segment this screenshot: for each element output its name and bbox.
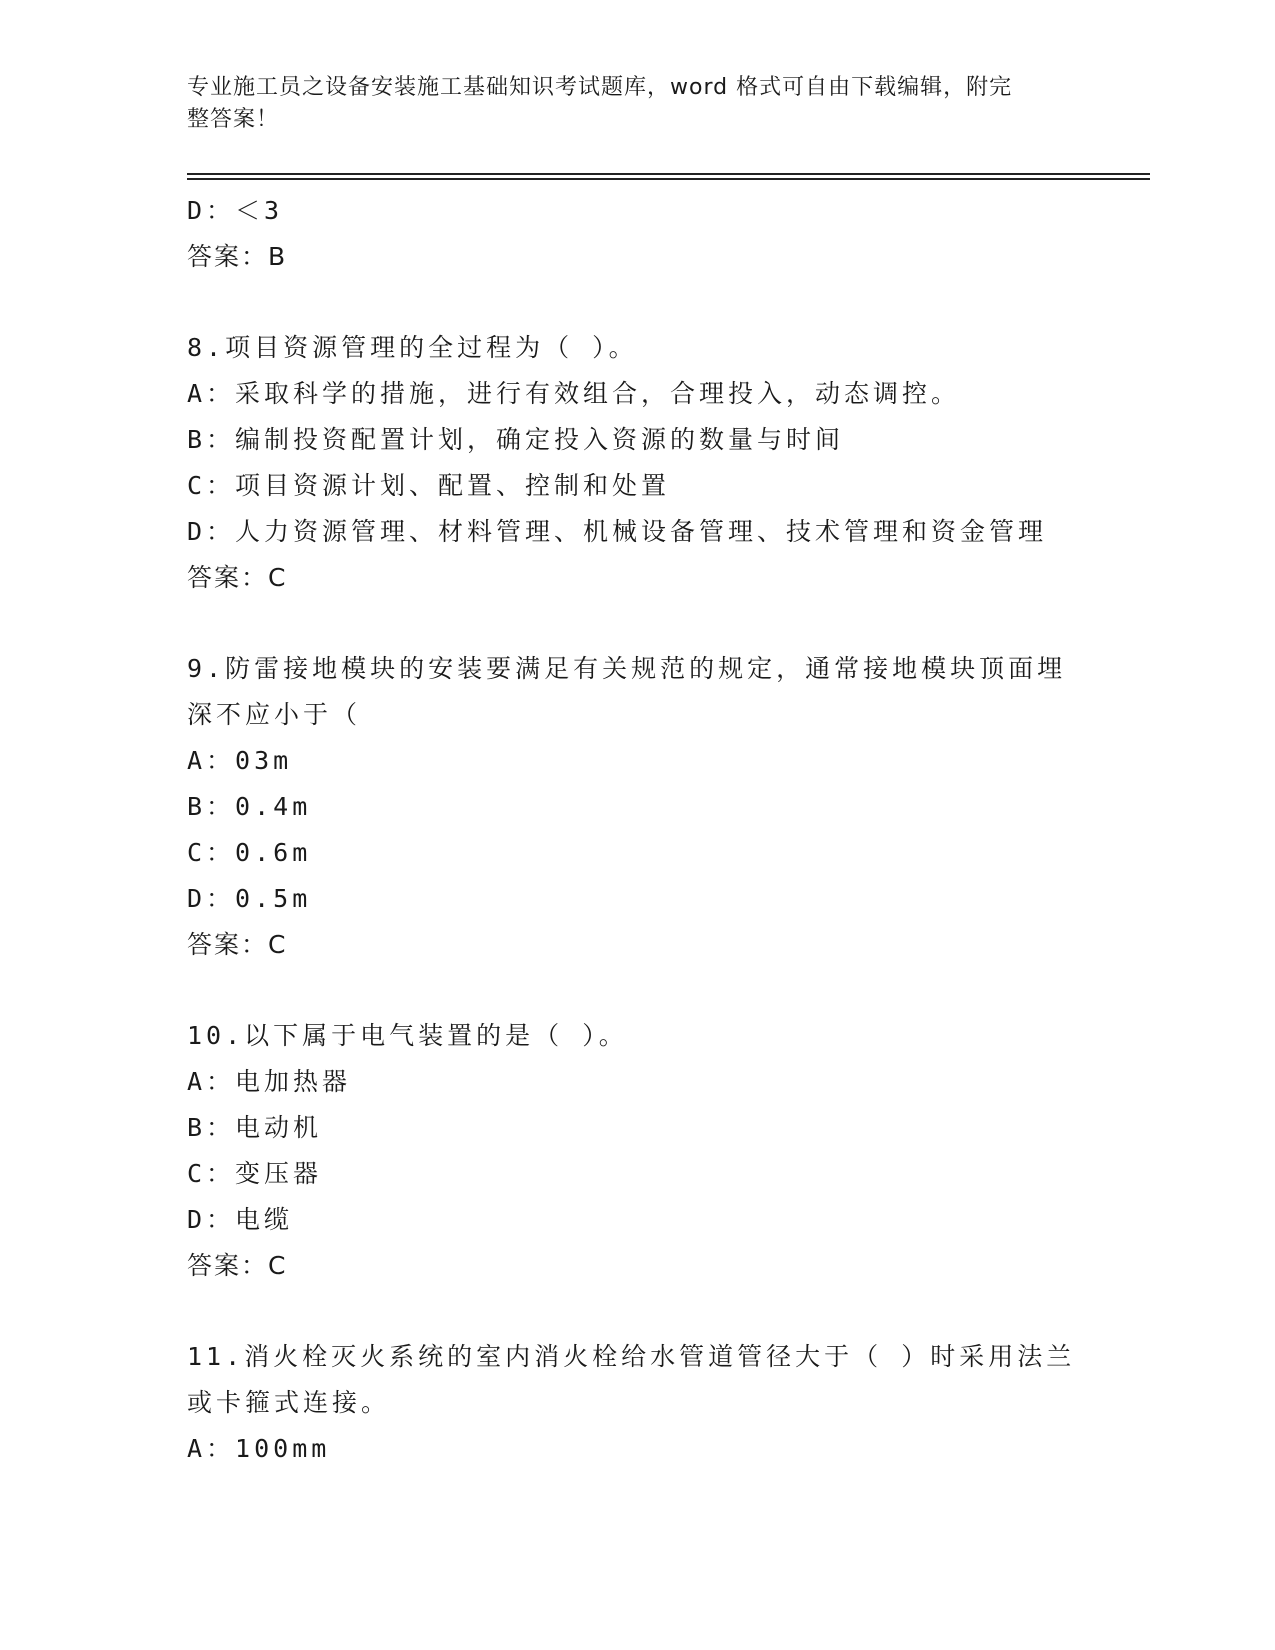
option-a: A：100mm [187, 1434, 331, 1463]
option-c: C：0.6m [187, 838, 312, 867]
prev-answer: 答案：B [187, 242, 288, 271]
question-text: 11.消火栓灭火系统的室内消火栓给水管道管径大于（ ）时采用法兰 [187, 1342, 1076, 1371]
option-c: C：变压器 [187, 1159, 323, 1188]
option-b: B：编制投资配置计划，确定投入资源的数量与时间 [187, 425, 845, 454]
question-text: 9.防雷接地模块的安装要满足有关规范的规定，通常接地模块顶面埋 [187, 654, 1067, 683]
option-b: B：0.4m [187, 792, 312, 821]
prev-option-d: D：＜3 [187, 196, 284, 225]
option-a: A：采取科学的措施，进行有效组合，合理投入，动态调控。 [187, 379, 961, 408]
question-text-cont: 或卡箍式连接。 [187, 1388, 391, 1417]
header-rule-bottom [187, 178, 1150, 180]
question-text-cont: 深不应小于（ [187, 700, 362, 729]
question-9 [187, 646, 1087, 968]
document-header [187, 72, 1067, 136]
answer: 答案：C [187, 563, 288, 592]
option-d: D：0.5m [187, 884, 312, 913]
header-line-2: 整答案！ [187, 107, 280, 132]
option-d: D：电缆 [187, 1205, 294, 1234]
question-8 [187, 325, 1087, 601]
option-c: C：项目资源计划、配置、控制和处置 [187, 471, 671, 500]
answer: 答案：C [187, 930, 288, 959]
option-a: A：03m [187, 746, 293, 775]
header-rule-top [187, 173, 1150, 175]
option-d: D：人力资源管理、材料管理、机械设备管理、技术管理和资金管理 [187, 517, 1048, 546]
answer: 答案：C [187, 1251, 288, 1280]
question-content [187, 188, 1087, 1472]
question-text: 10.以下属于电气装置的是（ ）。 [187, 1021, 628, 1050]
option-b: B：电动机 [187, 1113, 323, 1142]
header-line-1: 专业施工员之设备安装施工基础知识考试题库，word 格式可自由下载编辑，附完 [187, 75, 1013, 100]
question-10 [187, 1013, 1087, 1289]
question-text: 8.项目资源管理的全过程为（ ）。 [187, 333, 638, 362]
option-a: A：电加热器 [187, 1067, 352, 1096]
question-11 [187, 1334, 1087, 1472]
